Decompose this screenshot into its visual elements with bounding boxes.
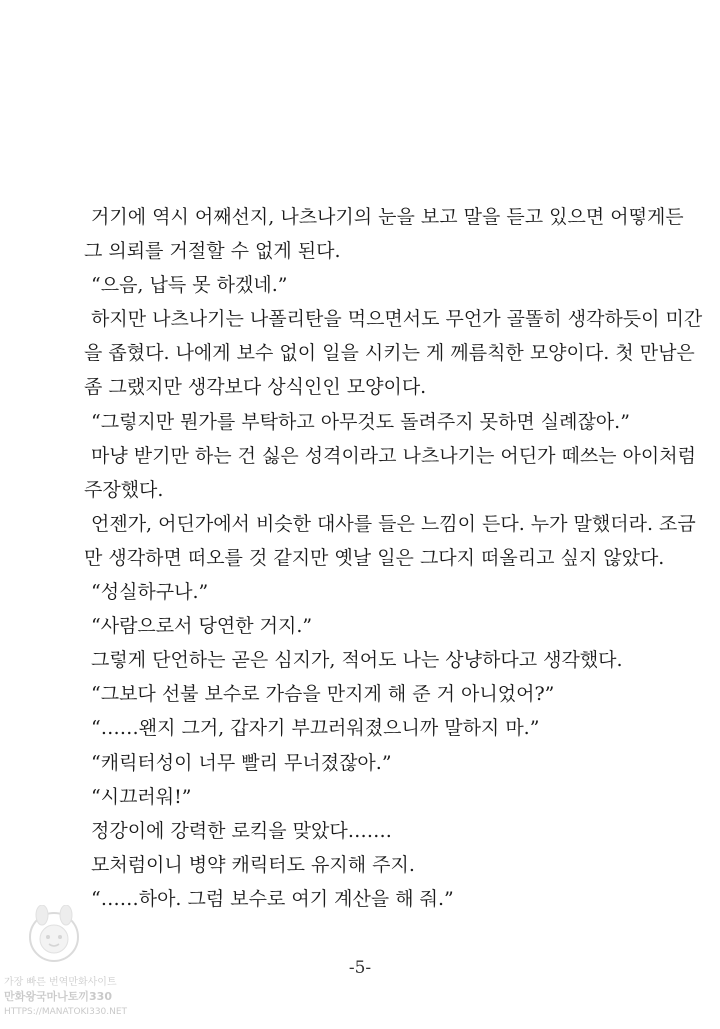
text-line: “캐릭터성이 너무 빨리 무너졌잖아.” xyxy=(91,751,392,774)
text-line: “시끄러워!” xyxy=(91,785,192,808)
text-line: 만 생각하면 떠오를 것 같지만 옛날 일은 그다지 떠올리고 싶지 않았다. xyxy=(84,546,665,569)
text-line: 거기에 역시 어째선지, 나츠나기의 눈을 보고 말을 듣고 있으면 어떻게든 xyxy=(91,206,684,228)
text-line: 그 의뢰를 거절할 수 없게 된다. xyxy=(84,240,341,263)
text-line: “……왠지 그거, 갑자기 부끄러워졌으니까 말하지 마.” xyxy=(91,717,540,740)
text-line: 하지만 나츠나기는 나폴리탄을 먹으면서도 무언가 골똘히 생각하듯이 미간 xyxy=(91,308,703,331)
text-line: 그렇게 단언하는 곧은 심지가, 적어도 나는 상냥하다고 생각했다. xyxy=(91,649,623,672)
text-line: “으음, 납득 못 하겠네.” xyxy=(91,274,288,297)
text-line: 주장했다. xyxy=(84,478,164,501)
text-line: 마냥 받기만 하는 건 싫은 성격이라고 나츠나기는 어딘가 떼쓰는 아이처럼 xyxy=(91,444,696,467)
mascot-icon xyxy=(24,905,84,973)
watermark-site-name: 만화왕국마나토끼330 xyxy=(4,990,112,1003)
body-text xyxy=(84,200,703,916)
text-line: “그보다 선불 보수로 가슴을 만지게 해 준 거 아니었어?” xyxy=(91,683,555,706)
text-line: “그렇지만 뭔가를 부탁하고 아무것도 돌려주지 못하면 실례잖아.” xyxy=(91,410,630,433)
text-line: “……하아. 그럼 보수로 여기 계산을 해 줘.” xyxy=(91,887,454,910)
watermark-tagline: 가장 빠른 번역만화사이트 xyxy=(4,977,117,988)
text-line: “사람으로서 당연한 거지.” xyxy=(91,615,313,638)
watermark-url: HTTPS://MANATOKI330.NET xyxy=(4,1007,128,1017)
text-line: 모처럼이니 병약 캐릭터도 유지해 주지. xyxy=(91,853,415,876)
text-line: 언젠가, 어딘가에서 비슷한 대사를 들은 느낌이 든다. 누가 말했더라. 조금 xyxy=(91,512,696,535)
text-line: “성실하구나.” xyxy=(91,581,209,604)
text-line: 을 좁혔다. 나에게 보수 없이 일을 시키는 게 께름칙한 모양이다. 첫 만남은 xyxy=(84,342,695,365)
text-line: 정강이에 강력한 로킥을 맞았다……. xyxy=(91,819,392,842)
site-watermark xyxy=(0,905,128,1029)
text-line: 좀 그랬지만 생각보다 상식인인 모양이다. xyxy=(84,376,427,399)
page-number: -5- xyxy=(348,958,372,978)
